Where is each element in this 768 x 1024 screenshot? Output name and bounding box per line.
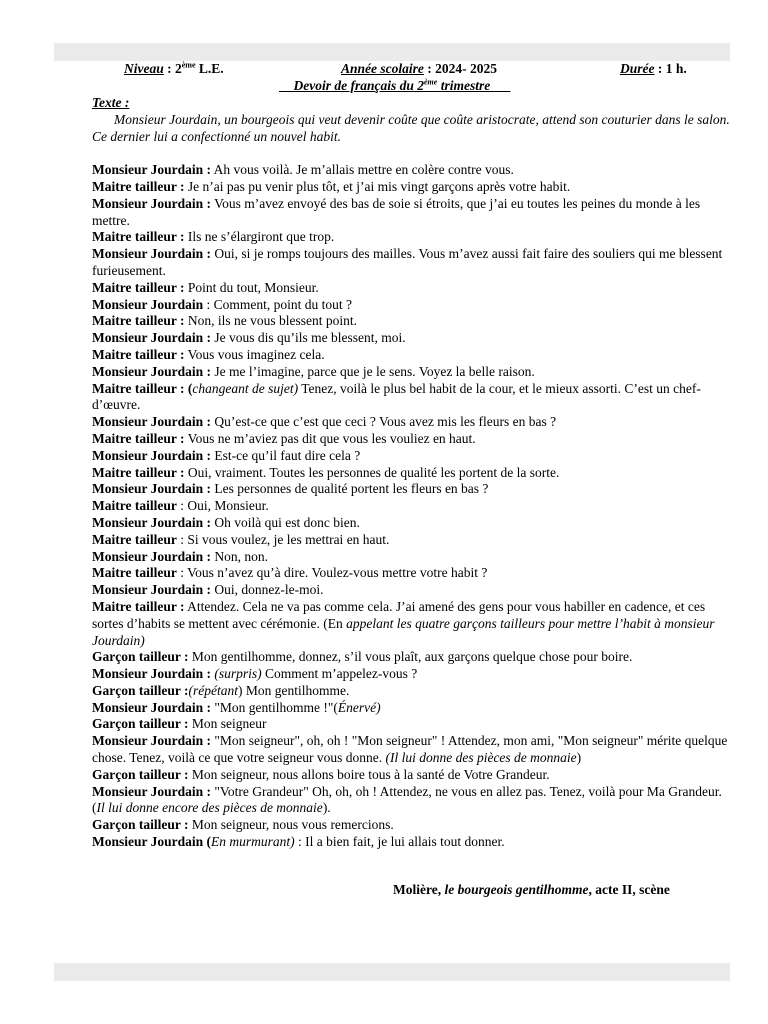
spoken-text: Les personnes de qualité portent les fleurs en bas ? — [211, 481, 489, 497]
dialogue-line — [92, 700, 732, 717]
spoken-text: Je n’ai pas pu venir plus tôt, et j’ai mis vingt garçons après votre habit. — [184, 178, 571, 194]
dialogue-line — [92, 784, 732, 818]
speaker-name: Maitre tailleur — [92, 565, 177, 581]
spoken-text: Attendez. Cela ne va pas comme cela. J’ai amené des gens pour vous habiller en cadence, et ces sortes d’habits se mettent avec cérémonie. (En — [92, 598, 706, 631]
dialogue-line — [92, 683, 732, 700]
spoken-text: : Vous n’avez qu’à dire. Voulez-vous mettre votre habit ? — [176, 565, 488, 581]
dialogue-line — [92, 599, 732, 649]
level-info — [124, 61, 224, 77]
spoken-text-tail: ) — [576, 750, 582, 766]
level-label: Niveau — [124, 61, 164, 76]
dialogue-line — [92, 834, 732, 851]
speaker-name: Monsieur Jourdain : — [92, 699, 212, 715]
dialogue-line — [92, 716, 732, 733]
speaker-name: Monsieur Jourdain : — [92, 195, 212, 211]
dialogue-line — [92, 465, 732, 482]
speaker-name: Maitre tailleur : — [92, 598, 185, 614]
speaker-name: Garçon tailleur : — [92, 716, 189, 732]
dialogue-line — [92, 414, 732, 431]
spoken-text: Comment m’appelez-vous ? — [261, 666, 418, 682]
dialogue-line — [92, 431, 732, 448]
subtitle-post: trimestre___ — [437, 78, 511, 93]
speaker-name: Monsieur Jourdain : — [92, 363, 212, 379]
dialogue-line — [92, 817, 732, 834]
source-work: le bourgeois gentilhomme — [444, 882, 589, 897]
speaker-name: Monsieur Jourdain : — [92, 481, 212, 497]
dialogue-line — [92, 364, 732, 381]
dialogue-line — [92, 179, 732, 196]
speaker-name: Monsieur Jourdain ( — [92, 834, 212, 850]
spoken-text: Oui, vraiment. Toutes les personnes de qualité les portent de la sorte. — [184, 464, 560, 480]
speaker-name: Monsieur Jourdain : — [92, 162, 212, 178]
school-year-label: Année scolaire — [341, 61, 424, 76]
spoken-text: Mon seigneur, nous vous remercions. — [188, 817, 394, 833]
subtitle-sup: ème — [424, 77, 438, 87]
dialogue-line — [92, 532, 732, 549]
spoken-text: "Mon seigneur", oh, oh ! "Mon seigneur" ! Attendez, mon ami, "Mon seigneur" mérite quelque chose. Tenez, voilà ce que votre seigneur vous donne. — [92, 733, 728, 766]
speaker-name: Garçon tailleur : — [92, 649, 189, 665]
speaker-name: Monsieur Jourdain : — [92, 330, 212, 346]
dialogue-line — [92, 196, 732, 230]
speaker-name: Maitre tailleur — [92, 531, 177, 547]
texte-label: Texte : — [92, 95, 130, 110]
stage-direction: (surpris) — [211, 666, 262, 682]
speaker-name: Monsieur Jourdain : — [92, 666, 212, 682]
dialogue-line — [92, 347, 732, 364]
spoken-text: Non, ils ne vous blessent point. — [184, 313, 357, 329]
dialogue-line — [92, 649, 732, 666]
stage-direction: (répétant — [188, 682, 238, 698]
exam-subtitle — [280, 78, 510, 94]
spoken-text: Ah vous voilà. Je m’allais mettre en colère contre vous. — [211, 162, 514, 178]
speaker-name: Garçon tailleur : — [92, 682, 189, 698]
speaker-name: Monsieur Jourdain : — [92, 783, 212, 799]
speaker-name: Maitre tailleur : — [92, 430, 185, 446]
school-year-value: : 2024- 2025 — [423, 61, 497, 76]
intro-paragraph: Monsieur Jourdain, un bourgeois qui veut devenir coûte que coûte aristocrate, attend son couturier dans le salon. Ce dernier lui a confectionné un nouvel habit. — [92, 111, 730, 144]
spoken-text: "Votre Grandeur" Oh, oh, oh ! Attendez, ne vous en allez pas. Tenez, voilà pour Ma Grandeur. ( — [92, 783, 722, 816]
stage-direction: (Il lui donne des pièces de monnaie — [385, 750, 577, 766]
spoken-text: Vous vous imaginez cela. — [184, 346, 325, 362]
stage-direction: appelant les quatre garçons tailleurs pour mettre l’habit à monsieur Jourdain) — [92, 615, 715, 648]
dialogue-line — [92, 767, 732, 784]
speaker-name: Maitre tailleur : ( — [92, 380, 193, 396]
school-year-info — [341, 61, 497, 77]
stage-direction: changeant de sujet) — [192, 380, 299, 396]
spoken-text: Je me l’imagine, parce que je le sens. Voyez la belle raison. — [211, 363, 535, 379]
spoken-text: Ils ne s’élargiront que trop. — [184, 229, 335, 245]
spoken-text: Je vous dis qu’ils me blessent, moi. — [211, 330, 406, 346]
spoken-text: Non, non. — [211, 548, 269, 564]
spoken-text: Tenez, voilà le plus bel habit de la cour, et le mieux assorti. C’est un chef-d’œuvre. — [92, 380, 701, 413]
source-ref: , acte II, scène — [588, 882, 670, 897]
spoken-text: : Comment, point du tout ? — [203, 296, 353, 312]
spoken-text: Mon seigneur — [188, 716, 267, 732]
level-prefix: : 2 — [163, 61, 182, 76]
speaker-name: Maitre tailleur : — [92, 313, 185, 329]
speaker-name: Monsieur Jourdain : — [92, 447, 212, 463]
speaker-name: Monsieur Jourdain — [92, 296, 204, 312]
speaker-name: Monsieur Jourdain : — [92, 733, 212, 749]
level-value: L.E. — [195, 61, 224, 76]
dialogue-line — [92, 549, 732, 566]
spoken-text: Vous ne m’aviez pas dit que vous les vouliez en haut. — [184, 430, 476, 446]
dialogue-line — [92, 246, 732, 280]
spoken-text: : Oui, Monsieur. — [176, 498, 269, 514]
spoken-text: Oui, si je romps toujours des mailles. Vous m’avez aussi fait faire des souliers qui me blessent furieusement. — [92, 246, 723, 278]
dialogue-line — [92, 297, 732, 314]
text-body — [92, 95, 732, 851]
dialogue-line — [92, 565, 732, 582]
spoken-text: Vous m’avez envoyé des bas de soie si étroits, que j’ai eu toutes les peines du monde à les mettre. — [92, 195, 701, 228]
dialogue-line — [92, 313, 732, 330]
spoken-text: Mon seigneur, nous allons boire tous à la santé de Votre Grandeur. — [188, 766, 550, 782]
dialogue-line — [92, 515, 732, 532]
dialogue-line — [92, 582, 732, 599]
speaker-name: Monsieur Jourdain : — [92, 514, 212, 530]
spoken-text: Oui, donnez-le-moi. — [211, 582, 324, 598]
dialogue-line — [92, 280, 732, 297]
dialogue-line — [92, 229, 732, 246]
duration-label: Durée — [620, 61, 655, 76]
subtitle-pre: __Devoir de français du 2 — [280, 78, 424, 93]
spoken-text: ) Mon gentilhomme. — [237, 682, 350, 698]
spoken-text: : Il a bien fait, je lui allais tout donner. — [294, 834, 505, 850]
stage-direction: Énervé) — [337, 699, 381, 715]
spoken-text: Mon gentilhomme, donnez, s’il vous plaît, aux garçons quelque chose pour boire. — [188, 649, 633, 665]
speaker-name: Maitre tailleur : — [92, 464, 185, 480]
dialogue-line — [92, 330, 732, 347]
speaker-name: Maitre tailleur : — [92, 178, 185, 194]
dialogue-line — [92, 481, 732, 498]
stage-direction: En murmurant) — [211, 834, 295, 850]
speaker-name: Monsieur Jourdain : — [92, 582, 212, 598]
source-author: Molière — [393, 882, 438, 897]
speaker-name: Garçon tailleur : — [92, 817, 189, 833]
spoken-text: Qu’est-ce que c’est que ceci ? Vous avez mis les fleurs en bas ? — [211, 414, 557, 430]
dialogue-line — [92, 666, 732, 683]
spoken-text: Oh voilà qui est donc bien. — [211, 514, 360, 530]
header-row — [92, 61, 732, 79]
speaker-name: Maitre tailleur : — [92, 229, 185, 245]
speaker-name: Garçon tailleur : — [92, 766, 189, 782]
duration-value: : 1 h. — [654, 61, 687, 76]
source-citation — [393, 882, 670, 898]
spoken-text: : Si vous voulez, je les mettrai en haut. — [176, 531, 390, 547]
speaker-name: Maitre tailleur : — [92, 346, 185, 362]
speaker-name: Monsieur Jourdain : — [92, 414, 212, 430]
spoken-text: Point du tout, Monsieur. — [184, 279, 319, 295]
bottom-gray-band — [54, 963, 730, 981]
duration-info — [620, 61, 687, 77]
dialogue-line — [92, 381, 732, 415]
speaker-name: Maitre tailleur : — [92, 279, 185, 295]
stage-direction: Il lui donne encore des pièces de monnaie — [96, 800, 323, 816]
speaker-name: Maitre tailleur — [92, 498, 177, 514]
dialogue — [92, 162, 732, 851]
dialogue-line — [92, 733, 732, 767]
spoken-text: "Mon gentilhomme !"( — [211, 699, 338, 715]
speaker-name: Monsieur Jourdain : — [92, 548, 212, 564]
top-gray-band — [54, 43, 730, 61]
spoken-text-tail: ). — [322, 800, 331, 816]
dialogue-line — [92, 448, 732, 465]
spoken-text: Est-ce qu’il faut dire cela ? — [211, 447, 361, 463]
dialogue-line — [92, 162, 732, 179]
dialogue-line — [92, 498, 732, 515]
source-sep: , — [437, 882, 445, 897]
level-sup: ème — [181, 60, 196, 70]
speaker-name: Monsieur Jourdain : — [92, 246, 212, 262]
